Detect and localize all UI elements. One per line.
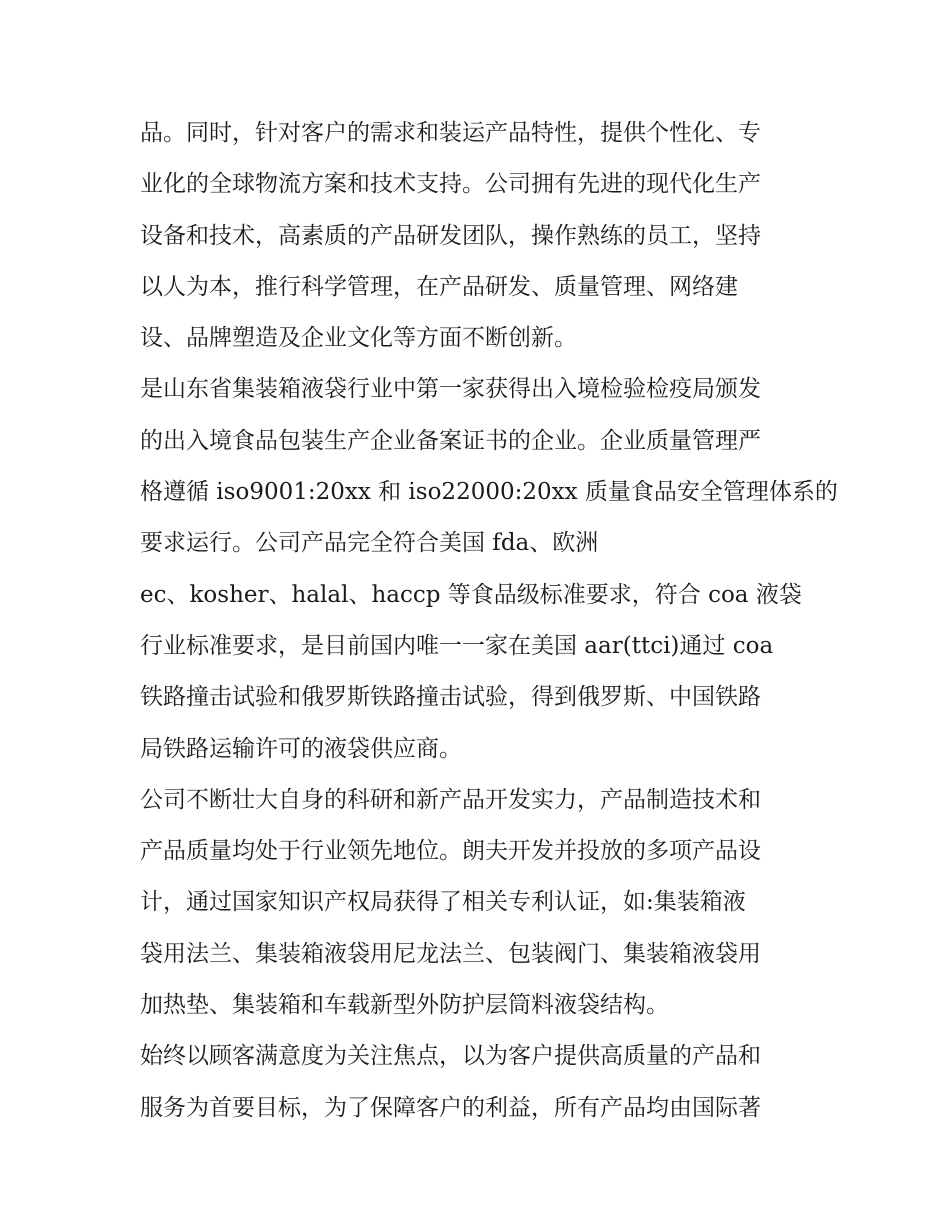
text-line: 设、品牌塑造及企业文化等方面不断创新。 — [140, 325, 577, 352]
text-line: 的出入境食品包装生产企业备案证书的企业。企业质量管理严 — [140, 427, 761, 454]
text-line: 格遵循 iso9001:20xx 和 iso22000:20xx 质量食品安全管理体系的 — [140, 479, 838, 506]
document-body — [140, 108, 838, 1134]
text-line: 品。同时，针对客户的需求和装运产品特性，提供个性化、专 — [140, 120, 761, 146]
text-line: 始终以顾客满意度为关注焦点，以为客户提供高质量的产品和 — [140, 1043, 761, 1070]
text-line: 要求运行。公司产品完全符合美国 fda、欧洲 — [140, 530, 599, 557]
paragraph-1 — [140, 108, 820, 364]
text-line: 设备和技术，高素质的产品研发团队，操作熟练的员工，坚持 — [140, 222, 761, 249]
text-line: 袋用法兰、集装箱液袋用尼龙法兰、包装阀门、集装箱液袋用 — [140, 940, 761, 967]
text-line: 行业标准要求，是目前国内唯一一家在美国 aar(ttci)通过 coa — [140, 632, 774, 659]
text-line: 产品质量均处于行业领先地位。朗夫开发并投放的多项产品设 — [140, 838, 761, 865]
text-line: 业化的全球物流方案和技术支持。公司拥有先进的现代化生产 — [140, 171, 761, 198]
text-line: 公司不断壮大自身的科研和新产品开发实力，产品制造技术和 — [140, 786, 761, 813]
paragraph-4 — [140, 1031, 820, 1134]
text-line: 是山东省集装箱液袋行业中第一家获得出入境检验检疫局颁发 — [140, 376, 761, 403]
text-line: 局铁路运输许可的液袋供应商。 — [140, 735, 462, 762]
text-line: 铁路撞击试验和俄罗斯铁路撞击试验，得到俄罗斯、中国铁路 — [140, 684, 761, 711]
text-line: 服务为首要目标，为了保障客户的利益，所有产品均由国际著 — [140, 1094, 761, 1121]
text-line: ec、kosher、halal、haccp 等食品级标准要求，符合 coa 液袋 — [140, 581, 802, 608]
paragraph-2 — [140, 364, 838, 774]
text-line: 以人为本，推行科学管理，在产品研发、质量管理、网络建 — [140, 273, 738, 300]
text-line: 加热垫、集装箱和车载新型外防护层筒料液袋结构。 — [140, 992, 669, 1019]
paragraph-3 — [140, 775, 820, 1031]
text-line: 计，通过国家知识产权局获得了相关专利认证，如:集装箱液 — [140, 889, 746, 916]
